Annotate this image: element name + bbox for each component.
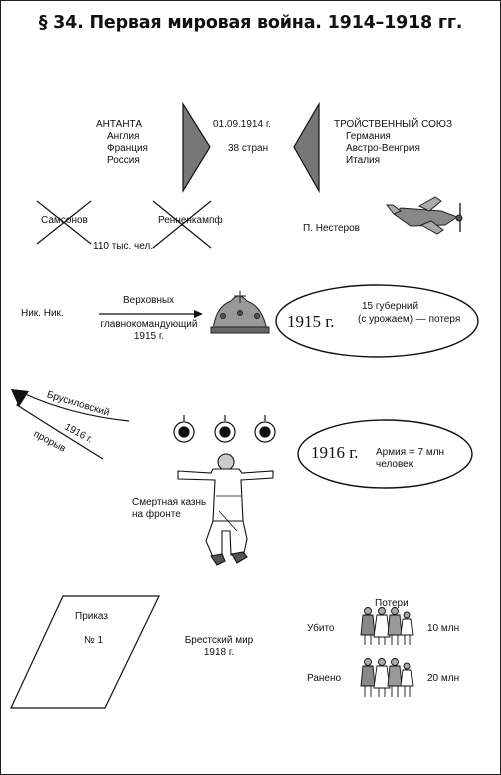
brusilov-breakthrough-label: прорыв xyxy=(31,428,68,455)
triple-alliance-member: Австро-Венгрия xyxy=(346,143,420,154)
entente-member: Россия xyxy=(107,155,140,166)
people-group-wounded xyxy=(361,659,413,698)
y1916-line2: человек xyxy=(376,459,414,470)
entente-member: Франция xyxy=(107,143,148,154)
y1915-year: 1915 г. xyxy=(287,312,335,331)
y1915-line2: (с урожаем) — потеря xyxy=(358,314,461,325)
war-start-date: 01.09.1914 г. xyxy=(213,119,272,130)
execution-line1: Смертная казнь xyxy=(132,497,207,508)
target-icon xyxy=(174,415,194,442)
triple-alliance-member: Германия xyxy=(346,131,391,142)
brusilov-year: 1916 г. xyxy=(62,421,95,446)
soldier-figure xyxy=(178,454,273,565)
crown-icon xyxy=(211,291,269,333)
supreme-command-year: 1915 г. xyxy=(133,331,165,342)
right-arrow-triangle xyxy=(183,104,210,191)
target-icon xyxy=(255,415,275,442)
triple-alliance-heading: ТРОЙСТВЕННЫЙ СОЮЗ xyxy=(334,119,453,130)
brest-line1: Брестский мир xyxy=(184,635,254,646)
wounded-value: 20 млн xyxy=(427,673,460,684)
entente-heading: АНТАНТА xyxy=(96,119,143,130)
brusilov-label: Брусиловский xyxy=(45,389,111,419)
wounded-label: Ранено xyxy=(307,673,342,684)
supreme-command-line1: Верховных xyxy=(123,295,175,306)
nesterov-label: П. Нестеров xyxy=(303,223,360,234)
supreme-command-line2: главнокомандующий xyxy=(100,319,198,330)
killed-label: Убито xyxy=(307,623,335,634)
execution-line2: на фронте xyxy=(132,509,181,520)
page-title: § 34. Первая мировая война. 1914–1918 гг. xyxy=(38,13,463,33)
losses-heading: Потери xyxy=(375,598,409,609)
countries-count: 38 стран xyxy=(228,143,269,154)
triple-alliance-member: Италия xyxy=(346,155,381,166)
people-group-killed xyxy=(361,608,413,646)
samsonov-label: Самсонов xyxy=(41,215,88,226)
brest-year: 1918 г. xyxy=(203,647,235,658)
y1915-line1: 15 губерний xyxy=(362,301,419,312)
order-number: № 1 xyxy=(84,635,104,646)
y1916-year: 1916 г. xyxy=(311,443,359,462)
order-title: Приказ xyxy=(75,611,108,622)
entente-member: Англия xyxy=(107,131,140,142)
nikolai-label: Ник. Ник. xyxy=(21,308,64,319)
brusilov-arrowhead xyxy=(11,389,29,407)
supreme-command-arrowhead xyxy=(194,310,203,318)
generals-losses: 110 тыс. чел. xyxy=(93,241,154,252)
left-arrow-triangle xyxy=(294,104,319,191)
target-icon xyxy=(215,415,235,442)
airplane-icon xyxy=(387,197,462,234)
y1916-line1: Армия = 7 млн xyxy=(376,447,445,458)
rennenkampf-label: Ренненкампф xyxy=(158,215,223,226)
killed-value: 10 млн xyxy=(427,623,460,634)
